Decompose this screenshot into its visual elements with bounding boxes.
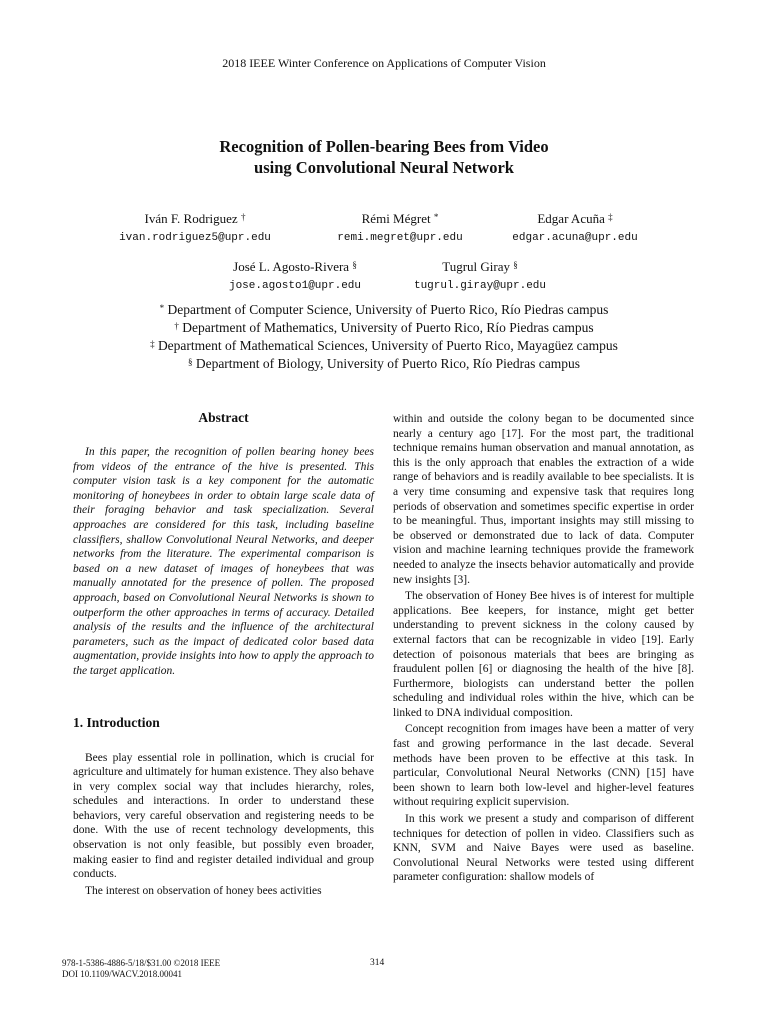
page-number: 314 bbox=[370, 958, 385, 968]
author-email[interactable]: edgar.acuna@upr.edu bbox=[512, 232, 638, 244]
title-line-2: using Convolutional Neural Network bbox=[254, 158, 514, 177]
intro-paragraph-2-continued: within and outside the colony began to be documented since nearly a century ago [17]. For the most part, the traditional technique remains human observation and manual annotation, as this is the only approach that enables the extraction of a wide range of behaviors and is readily available to bee specialists. It is a very time consuming and expensive task that requires long periods of observation and sometimes specific expertise in order to be meaningful. Thus, important insights may still missing to be observed or demonstrated due to lack of data. Computer vision and machine learning techniques provide the framework needed to analyze the insects behavior automatically and provide new insights [3]. bbox=[393, 413, 694, 586]
left-column bbox=[73, 410, 374, 898]
affiliations bbox=[0, 301, 768, 373]
intro-paragraph-4: Concept recognition from images have been a matter of very fast and growing performance in the last decade. Several methods have been proven to be effective at this task. In particular, Convolutional Neural Networks (CNN) [15] have been shown to learn both low-level and higher-level features without requiring explicit supervision. bbox=[393, 723, 694, 809]
author-mark: § bbox=[513, 260, 518, 270]
author-block bbox=[400, 259, 560, 293]
author-name: José L. Agosto-Rivera bbox=[233, 259, 350, 274]
title-line-1: Recognition of Pollen-bearing Bees from Video bbox=[219, 137, 549, 156]
affiliation-mark: ‡ bbox=[150, 339, 155, 349]
conference-header: 2018 IEEE Winter Conference on Applications of Computer Vision bbox=[222, 56, 546, 70]
author-name: Tugrul Giray bbox=[442, 259, 511, 274]
affiliation-mark: § bbox=[187, 357, 193, 367]
introduction-heading: 1. Introduction bbox=[73, 714, 160, 730]
author-block bbox=[110, 211, 280, 245]
author-email[interactable]: remi.megret@upr.edu bbox=[337, 232, 463, 244]
abstract-heading: Abstract bbox=[198, 410, 249, 425]
author-mark: * bbox=[433, 212, 439, 222]
affiliation-mark: * bbox=[159, 303, 165, 313]
affiliation-line: ‡ Department of Mathematical Sciences, University of Puerto Rico, Mayagüez campus bbox=[150, 338, 618, 353]
author-block bbox=[500, 211, 650, 245]
intro-paragraph-5: In this work we present a study and comparison of different techniques for detection of pollen in video. Classifiers such as KNN, SVM and Naive Bayes were used as baseline. Convolutional Neural Networks were tested using different parameter configuration: shallow models of bbox=[393, 813, 694, 884]
footer-doi[interactable]: DOI 10.1109/WACV.2018.00041 bbox=[62, 968, 183, 979]
author-mark: † bbox=[240, 212, 246, 222]
author-block bbox=[210, 259, 380, 293]
author-email[interactable]: tugrul.giray@upr.edu bbox=[413, 280, 547, 292]
intro-paragraph-3: The observation of Honey Bee hives is of interest for multiple applications. Bee keepers, for instance, might get better understanding to prevent sickness in the colony caused by external factors that can be recognizable in video [19]. Early detection of poisonous materials that bees are bringing as fraudulent pollen [6] or diagnosing the health of the hive [8]. Furthermore, biologists can understand better the pollen scheduling and individual roles within the hive, which can be linked to DNA individual composition. bbox=[393, 590, 694, 719]
paper-title bbox=[0, 136, 768, 178]
author-mark: ‡ bbox=[608, 212, 613, 222]
author-name: Rémi Mégret bbox=[361, 211, 431, 226]
right-column bbox=[393, 412, 694, 885]
affiliation-line: § Department of Biology, University of Puerto Rico, Río Piedras campus bbox=[187, 356, 581, 371]
affiliation-mark: † bbox=[174, 321, 179, 331]
author-email[interactable]: ivan.rodriguez5@upr.edu bbox=[119, 232, 271, 244]
author-name: Iván F. Rodriguez bbox=[144, 211, 238, 226]
intro-paragraph-1: Bees play essential role in pollination, which is crucial for agriculture and ultimately for human existence. They also behave in very complex social way that includes hierarchy, roles, schedules and interactions. In order to understand these behaviors, very careful observation and registering needs to be done. With the use of recent technology developments, this observation is not only feasible, but possibly even broader, making easier to find and register detailed individual and group conducts. bbox=[73, 751, 374, 881]
footer-isbn: 978-1-5386-4886-5/18/$31.00 ©2018 IEEE bbox=[62, 958, 221, 968]
footer-copyright bbox=[62, 958, 220, 979]
abstract-text: In this paper, the recognition of pollen bearing honey bees from videos of the entrance of the hive is presented. This computer vision task is a key component for the automatic monitoring of honeybees in order to obtain large scale data of their foraging behavior and task specialization. Several approaches are considered for this task, including baseline classifiers, shallow Convolutional Neural Networks, and deeper networks from the literature. The experimental comparison is based on a new dataset of images of honeybees that was manually annotated for the presence of pollen. The proposed approach, based on Convolutional Neural Networks is shown to outperform the other approaches in terms of accuracy. Detailed analysis of the results and the influence of the architectural parameters, such as the impact of dedicated color based data augmentation, provide insights into how to apply the approach to the target application. bbox=[73, 446, 374, 677]
author-block bbox=[320, 211, 480, 245]
author-name: Edgar Acuña bbox=[537, 211, 605, 226]
affiliation-line: † Department of Mathematics, University of Puerto Rico, Río Piedras campus bbox=[174, 320, 594, 335]
author-email[interactable]: jose.agosto1@upr.edu bbox=[228, 280, 362, 292]
affiliation-line: * Department of Computer Science, University of Puerto Rico, Río Piedras campus bbox=[159, 302, 609, 317]
author-mark: § bbox=[352, 260, 357, 270]
intro-paragraph-2-start: The interest on observation of honey bees activities bbox=[85, 884, 322, 897]
